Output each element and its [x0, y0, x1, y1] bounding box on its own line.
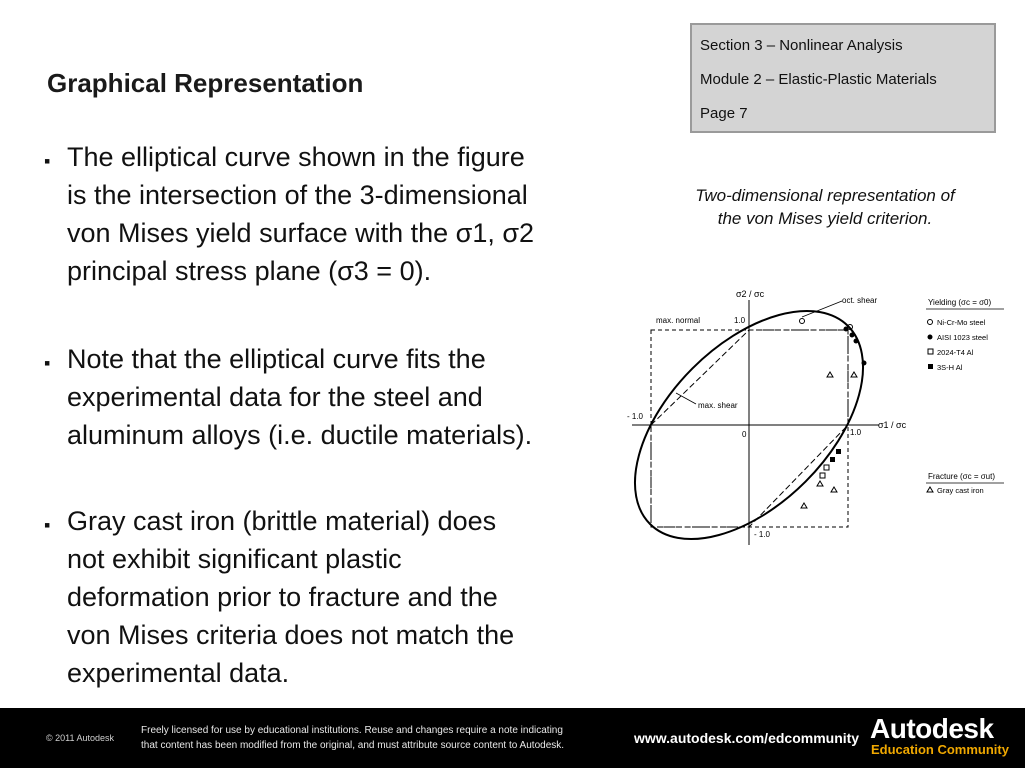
legend-yield-title: Yielding (σc = σ0) — [928, 298, 992, 307]
bullet-line: von Mises criteria does not match the — [67, 620, 515, 650]
bullet-line: aluminum alloys (i.e. ductile materials). — [67, 420, 533, 450]
caption-line: the von Mises yield criterion. — [717, 209, 933, 228]
legend-item: Gray cast iron — [937, 486, 984, 495]
legend-item: 2024-T4 Al — [937, 348, 974, 357]
page-label: Page 7 — [700, 105, 748, 122]
autodesk-logo: Autodesk — [870, 713, 994, 744]
label-max-shear: max. shear — [698, 401, 738, 410]
legend-item: Ni-Cr-Mo steel — [937, 318, 986, 327]
data-point — [831, 487, 837, 492]
data-points — [800, 319, 867, 509]
footer-bar — [0, 708, 1025, 768]
bullet-square-icon: ▪ — [44, 151, 51, 171]
legend-fracture-title: Fracture (σc = σut) — [928, 472, 995, 481]
bullet-square-icon: ▪ — [44, 515, 51, 535]
section-label: Section 3 – Nonlinear Analysis — [700, 37, 903, 54]
data-point — [850, 333, 855, 338]
bullet-line: von Mises yield surface with the σ1, σ2 — [67, 218, 535, 248]
caption-line: Two-dimensional representation of — [695, 186, 955, 205]
label-max-normal: max. normal — [656, 316, 701, 325]
data-point — [800, 319, 805, 324]
data-point — [836, 449, 841, 454]
von-mises-figure — [624, 285, 1014, 550]
legend-marker-triangle — [927, 487, 933, 492]
copyright-text: © 2011 Autodesk — [46, 733, 115, 743]
legend-item: AISI 1023 steel — [937, 333, 988, 342]
data-point — [854, 339, 859, 344]
tick-x-pos: 1.0 — [850, 428, 862, 437]
bullet-line: Gray cast iron (brittle material) does — [67, 506, 497, 536]
bullet-text — [67, 502, 597, 692]
data-point — [824, 465, 829, 470]
data-point — [827, 372, 833, 377]
bullet-line: experimental data. — [67, 658, 290, 688]
module-label: Module 2 – Elastic-Plastic Materials — [700, 71, 937, 88]
tick-y-pos: 1.0 — [734, 316, 746, 325]
data-point — [820, 473, 825, 478]
legend-marker-open-square — [928, 349, 933, 354]
bullet-line: The elliptical curve shown in the figure — [67, 142, 525, 172]
data-point — [801, 503, 807, 508]
license-line: that content has been modified from the original, and must attribute source content to Autodesk. — [141, 740, 565, 751]
figure-caption — [640, 184, 1010, 230]
bullet-line: principal stress plane (σ3 = 0). — [67, 256, 432, 286]
legend-marker-filled-square — [928, 364, 933, 369]
label-oct-shear: oct. shear — [842, 296, 878, 305]
bullet-text — [67, 340, 597, 454]
slide-title: Graphical Representation — [47, 68, 364, 98]
legend-item: 3S-H Al — [937, 363, 963, 372]
section-info-box — [690, 23, 996, 133]
bullet-line: not exhibit significant plastic — [67, 544, 402, 574]
community-url-link[interactable]: www.autodesk.com/edcommunity — [634, 730, 860, 746]
bullet-line: is the intersection of the 3-dimensional — [67, 180, 528, 210]
origin-label: 0 — [742, 430, 747, 439]
data-point — [830, 457, 835, 462]
bullet-text — [67, 138, 597, 290]
tick-x-neg: - 1.0 — [627, 412, 644, 421]
bullet-line: experimental data for the steel and — [67, 382, 483, 412]
legend — [926, 298, 1004, 495]
bullet-square-icon: ▪ — [44, 353, 51, 373]
data-point — [817, 481, 823, 486]
bullet-line: deformation prior to fracture and the — [67, 582, 498, 612]
data-point — [862, 361, 867, 366]
y-axis-label: σ2 / σc — [736, 289, 765, 299]
legend-marker-filled-circle — [928, 335, 933, 340]
x-axis-label: σ1 / σc — [878, 420, 907, 430]
tick-y-neg: - 1.0 — [754, 530, 771, 539]
data-point — [851, 372, 857, 377]
bullet-line: Note that the elliptical curve fits the — [67, 344, 486, 374]
license-line: Freely licensed for use by educational institutions. Reuse and changes require a note indicating — [141, 725, 563, 736]
oct-shear-leader — [802, 301, 842, 317]
education-community-label: Education Community — [871, 742, 1009, 757]
license-text — [141, 723, 621, 753]
legend-marker-open-circle — [928, 320, 933, 325]
